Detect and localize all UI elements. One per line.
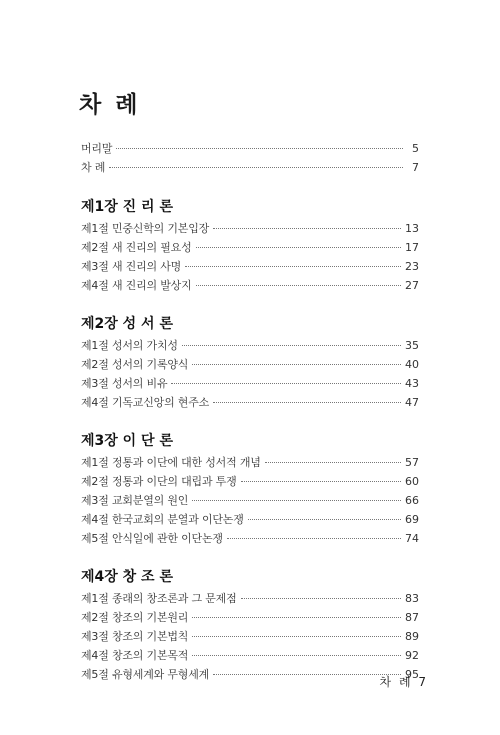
- page-number: 7: [418, 675, 428, 689]
- dot-leader: [241, 598, 401, 599]
- toc-entry-label: 제1절 성서의 가치성: [81, 339, 178, 352]
- toc-entry[interactable]: [81, 530, 419, 549]
- dot-leader: [213, 228, 401, 229]
- toc-entry-label: 제1절 정통과 이단에 대한 성서적 개념: [81, 456, 261, 469]
- toc-entry[interactable]: [81, 492, 419, 511]
- toc-entry-label: 제5절 유형세계와 무형세계: [81, 668, 210, 681]
- chapter-heading[interactable]: 제2장 성 서 론: [81, 316, 173, 332]
- toc-entry[interactable]: [81, 511, 419, 530]
- toc-entry-label: 제2절 창조의 기본원리: [81, 611, 189, 624]
- toc-entry[interactable]: [81, 277, 419, 296]
- table-of-contents: [81, 140, 419, 702]
- chapter-4: [81, 566, 419, 685]
- dot-leader: [241, 481, 401, 482]
- toc-entry-page: 23: [405, 260, 419, 273]
- toc-entry-label: 제1절 종래의 창조론과 그 문제점: [81, 592, 237, 605]
- dot-leader: [171, 383, 401, 384]
- dot-leader: [265, 462, 401, 463]
- toc-entry-page: 69: [405, 513, 419, 526]
- toc-entry-label: 제3절 창조의 기본법칙: [81, 630, 189, 643]
- dot-leader: [227, 538, 401, 539]
- dot-leader: [213, 402, 401, 403]
- toc-entry-label: 제4절 새 진리의 발상지: [81, 279, 192, 292]
- toc-entry-page: 92: [405, 649, 419, 662]
- dot-leader: [192, 655, 401, 656]
- toc-entry-page: 87: [405, 611, 419, 624]
- toc-entry-page: 74: [405, 532, 419, 545]
- toc-entry-page: 43: [405, 377, 419, 390]
- toc-entry-label: 제5절 안식일에 관한 이단논쟁: [81, 532, 223, 545]
- toc-entry-label: 제4절 한국교회의 분열과 이단논쟁: [81, 513, 244, 526]
- toc-entry-page: 47: [405, 396, 419, 409]
- toc-entry[interactable]: [81, 454, 419, 473]
- toc-entry-page: 5: [412, 142, 419, 155]
- toc-entry[interactable]: [81, 140, 419, 159]
- toc-entry-page: 35: [405, 339, 419, 352]
- toc-entry-page: 7: [412, 161, 419, 174]
- toc-entry-page: 89: [405, 630, 419, 643]
- dot-leader: [109, 167, 403, 168]
- page-title: 차 례: [79, 92, 141, 118]
- dot-leader: [192, 364, 401, 365]
- toc-entry[interactable]: [81, 375, 419, 394]
- toc-entry-page: 66: [405, 494, 419, 507]
- toc-entry-page: 13: [405, 222, 419, 235]
- toc-entry-page: 17: [405, 241, 419, 254]
- toc-entry-page: 57: [405, 456, 419, 469]
- chapter-heading[interactable]: 제1장 진 리 론: [81, 199, 173, 215]
- toc-entry-page: 27: [405, 279, 419, 292]
- toc-entry-page: 83: [405, 592, 419, 605]
- toc-entry[interactable]: [81, 356, 419, 375]
- running-header-label: 차 례: [379, 675, 413, 689]
- toc-entry[interactable]: [81, 628, 419, 647]
- toc-entry-label: 제2절 새 진리의 필요성: [81, 241, 192, 254]
- dot-leader: [116, 148, 403, 149]
- toc-entry-label: 제3절 성서의 비유: [81, 377, 168, 390]
- toc-entry-label: 제2절 성서의 기록양식: [81, 358, 189, 371]
- dot-leader: [192, 500, 401, 501]
- toc-entry[interactable]: [81, 337, 419, 356]
- dot-leader: [185, 266, 401, 267]
- toc-entry[interactable]: [81, 590, 419, 609]
- chapter-heading[interactable]: 제4장 창 조 론: [81, 569, 173, 585]
- dot-leader: [182, 345, 401, 346]
- chapter-1: [81, 196, 419, 296]
- toc-entry[interactable]: [81, 666, 419, 685]
- toc-entry[interactable]: [81, 609, 419, 628]
- toc-entry-label: 제3절 교회분열의 원인: [81, 494, 189, 507]
- dot-leader: [196, 247, 401, 248]
- toc-entry[interactable]: [81, 473, 419, 492]
- dot-leader: [248, 519, 401, 520]
- toc-entry-label: 머리말: [81, 142, 113, 155]
- dot-leader: [213, 674, 401, 675]
- toc-entry-label: 제4절 창조의 기본목적: [81, 649, 189, 662]
- toc-entry-page: 95: [405, 668, 419, 681]
- dot-leader: [192, 636, 401, 637]
- toc-entry-page: 60: [405, 475, 419, 488]
- chapter-3: [81, 430, 419, 549]
- toc-entry[interactable]: [81, 647, 419, 666]
- toc-entry-label: 제2절 정통과 이단의 대립과 투쟁: [81, 475, 237, 488]
- toc-entry[interactable]: [81, 239, 419, 258]
- toc-entry[interactable]: [81, 258, 419, 277]
- toc-entry-label: 제1절 민중신학의 기본입장: [81, 222, 210, 235]
- toc-entry-label: 제3절 새 진리의 사명: [81, 260, 182, 273]
- toc-entry[interactable]: [81, 159, 419, 178]
- toc-entry[interactable]: [81, 220, 419, 239]
- dot-leader: [196, 285, 401, 286]
- chapter-heading[interactable]: 제3장 이 단 론: [81, 433, 173, 449]
- toc-entry[interactable]: [81, 394, 419, 413]
- page-footer: [380, 673, 428, 690]
- toc-entry-label: 차 례: [81, 161, 106, 174]
- toc-entry-label: 제4절 기독교신앙의 현주소: [81, 396, 210, 409]
- toc-entry-page: 40: [405, 358, 419, 371]
- dot-leader: [192, 617, 401, 618]
- chapter-2: [81, 313, 419, 413]
- front-matter: [81, 140, 419, 178]
